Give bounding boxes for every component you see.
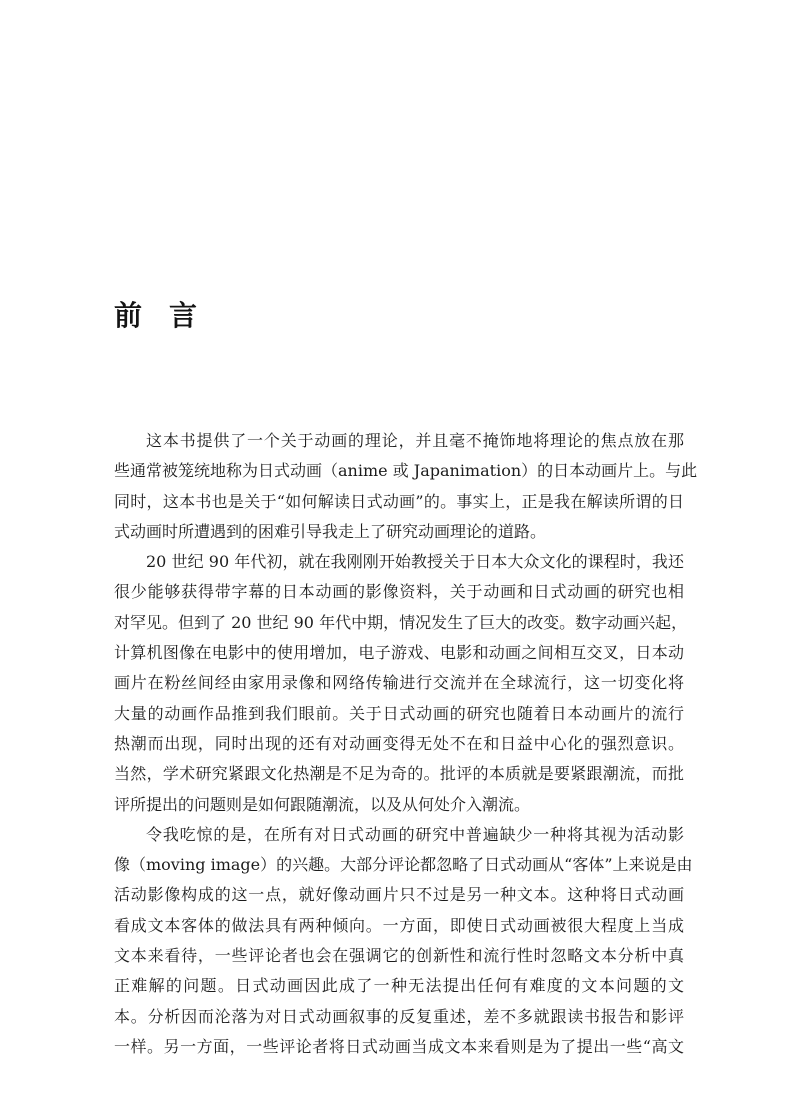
text-line: 些通常被笼统地称为日式动画（anime 或 Japanimation）的日本动画片上。与此	[114, 461, 698, 481]
text-line: 文本来看待，一些评论者也会在强调它的创新性和流行性时忽略文本分析中真	[114, 946, 684, 966]
text-line: 正难解的问题。日式动画因此成了一种无法提出任何有难度的文本问题的文	[114, 976, 684, 996]
text-line: 式动画时所遭遇到的困难引导我走上了研究动画理论的道路。	[114, 521, 547, 541]
text-line: 同时，这本书也是关于“如何解读日式动画”的。事实上，正是我在解读所谓的日	[114, 491, 684, 511]
text-line: 活动影像构成的这一点，就好像动画片只不过是另一种文本。这种将日式动画	[114, 885, 684, 905]
text-line: 这本书提供了一个关于动画的理论，并且毫不掩饰地将理论的焦点放在那	[146, 431, 684, 450]
text-line: 评所提出的问题则是如何跟随潮流，以及从何处介入潮流。	[114, 794, 531, 814]
text-line: 计算机图像在电影中的使用增加，电子游戏、电影和动画之间相互交叉，日本动	[114, 643, 684, 663]
text-line: 20 世纪 90 年代初，就在我刚刚开始教授关于日本大众文化的课程时，我还	[146, 552, 684, 572]
text-line: 令我吃惊的是，在所有对日式动画的研究中普遍缺少一种将其视为活动影	[146, 824, 684, 844]
text-line: 一样。另一方面，一些评论者将日式动画当成文本来看则是为了提出一些“高文	[114, 1036, 684, 1056]
text-line: 大量的动画作品推到我们眼前。关于日式动画的研究也随着日本动画片的流行	[114, 703, 684, 723]
text-line: 热潮而出现，同时出现的还有对动画变得无处不在和日益中心化的强烈意识。	[114, 733, 684, 753]
text-line: 很少能够获得带字幕的日本动画的影像资料，关于动画和日式动画的研究也相	[114, 582, 684, 602]
text-line: 看成文本客体的做法具有两种倾向。一方面，即使日式动画被很大程度上当成	[114, 915, 684, 935]
body-text	[114, 426, 698, 1062]
text-line: 当然，学术研究紧跟文化热潮是不足为奇的。批评的本质就是要紧跟潮流，而批	[114, 764, 684, 784]
page-title: 前言	[114, 299, 225, 332]
text-line: 对罕见。但到了 20 世纪 90 年代中期，情况发生了巨大的改变。数字动画兴起，	[114, 612, 688, 632]
text-line: 像（moving image）的兴趣。大部分评论都忽略了日式动画从“客体”上来说是由	[114, 855, 693, 875]
text-line: 本。分析因而沦落为对日式动画叙事的反复重述，差不多就跟读书报告和影评	[114, 1006, 684, 1026]
text-line: 画片在粉丝间经由家用录像和网络传输进行交流并在全球流行，这一切变化将	[114, 673, 684, 693]
